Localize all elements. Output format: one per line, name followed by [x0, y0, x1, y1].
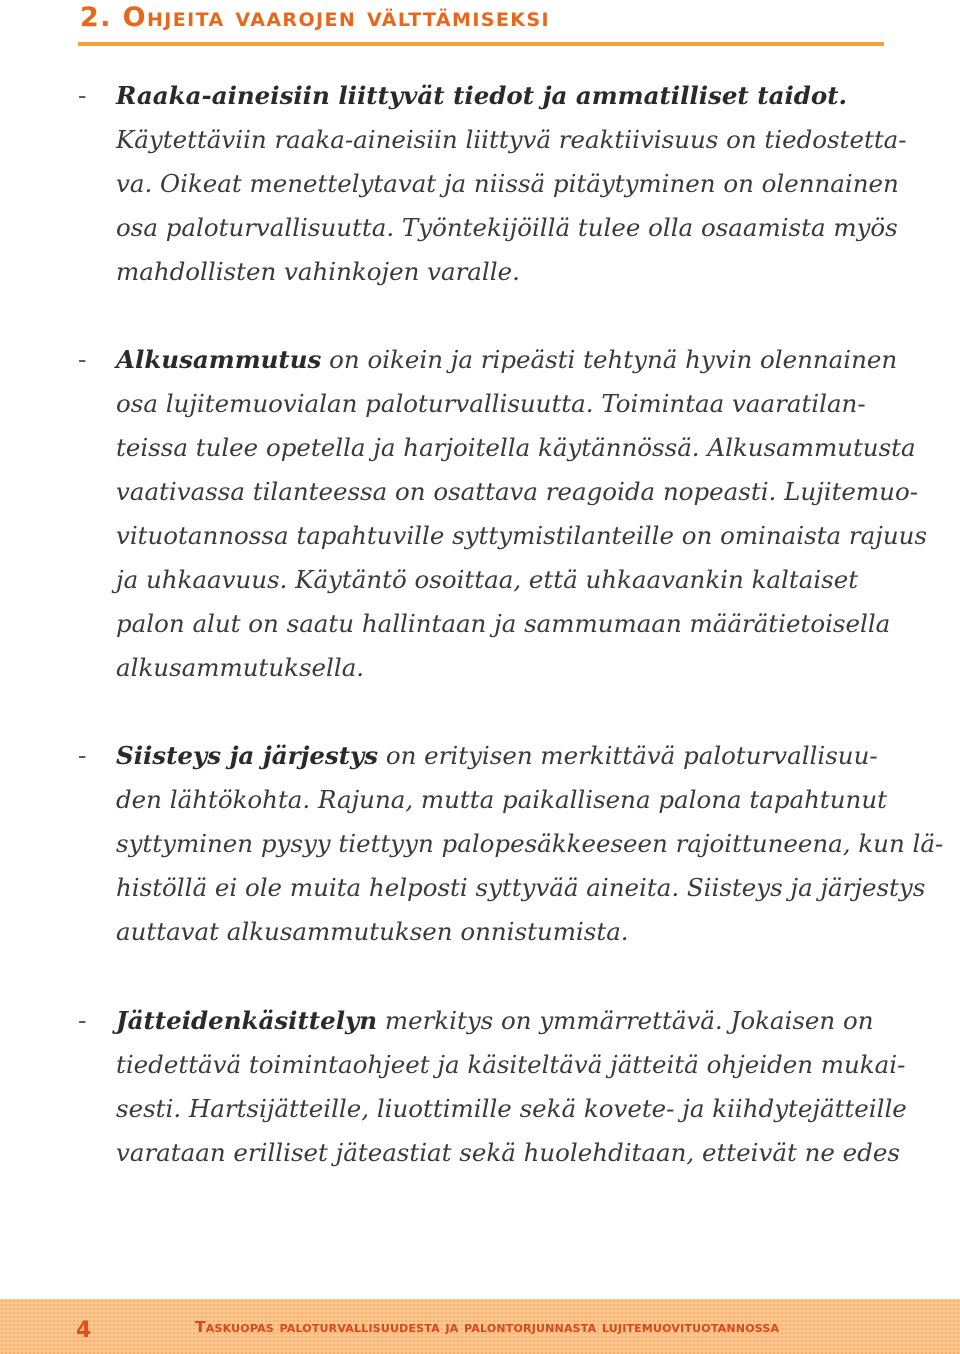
- list-dash: -: [78, 741, 87, 770]
- paragraph-line: vituotannossa tapahtuville syttymistilanteille on ominaista rajuus: [116, 521, 927, 550]
- paragraph-line: alkusammutuksella.: [116, 653, 365, 682]
- paragraph-line: palon alut on saatu hallintaan ja sammumaan määrätietoisella: [116, 609, 891, 638]
- paragraph-line: ja uhkaavuus. Käytäntö osoittaa, että uhkaavankin kaltaiset: [116, 565, 859, 594]
- title-divider: [78, 42, 884, 46]
- paragraph-line: mahdollisten vahinkojen varalle.: [116, 257, 520, 286]
- paragraph-line: syttyminen pysyy tiettyyn palopesäkkeeseen rajoittuneena, kun lä-: [116, 829, 944, 858]
- paragraph-line: histöllä ei ole muita helposti syttyvää aineita. Siisteys ja järjestys: [116, 873, 926, 902]
- bold-heading: Siisteys ja järjestys: [116, 741, 379, 770]
- list-dash: -: [78, 81, 87, 110]
- bold-heading: Jätteidenkäsittelyn: [116, 1006, 378, 1035]
- footer-title: Taskuopas paloturvallisuudesta ja palontorjunnasta lujitemuovituotannossa: [195, 1318, 780, 1336]
- paragraph-line: sesti. Hartsijätteille, liuottimille sekä kovete- ja kiihdytejätteille: [116, 1094, 907, 1123]
- paragraph-line: osa paloturvallisuutta. Työntekijöillä tulee olla osaamista myös: [116, 213, 898, 242]
- paragraph-line: [116, 74, 847, 118]
- paragraph-line: vaativassa tilanteessa on osattava reagoida nopeasti. Lujitemuo-: [116, 477, 918, 506]
- paragraph-line: Alkusammutus on oikein ja ripeästi tehtynä hyvin olennainen: [116, 345, 898, 374]
- paragraph-line: teissa tulee opetella ja harjoitella käytännössä. Alkusammutusta: [116, 433, 916, 462]
- list-dash: -: [78, 345, 87, 374]
- paragraph-line: Jätteidenkäsittelyn merkitys on ymmärrettävä. Jokaisen on: [116, 1006, 874, 1035]
- paragraph-line: auttavat alkusammutuksen onnistumista.: [116, 917, 629, 946]
- paragraph-line: varataan erilliset jäteastiat sekä huolehditaan, etteivät ne edes: [116, 1138, 900, 1167]
- paragraph-line: Käytettäviin raaka-aineisiin liittyvä reaktiivisuus on tiedostetta-: [116, 125, 907, 154]
- paragraph-line: tiedettävä toimintaohjeet ja käsiteltävä jätteitä ohjeiden mukai-: [116, 1050, 906, 1079]
- list-dash: -: [78, 1006, 87, 1035]
- paragraph-line: den lähtökohta. Rajuna, mutta paikallisena palona tapahtunut: [116, 785, 887, 814]
- section-title: 2. Ohjeita vaarojen välttämiseksi: [80, 2, 550, 33]
- paragraph-line: osa lujitemuovialan paloturvallisuutta. Toimintaa vaaratilan-: [116, 389, 866, 418]
- paragraph-line: va. Oikeat menettelytavat ja niissä pitäytyminen on olennainen: [116, 169, 899, 198]
- bold-heading: Alkusammutus: [116, 345, 322, 374]
- paragraph-line: Siisteys ja järjestys on erityisen merkittävä paloturvallisuu-: [116, 741, 878, 770]
- bold-heading: Raaka-aineisiin liittyvät tiedot ja ammatilliset taidot.: [116, 81, 848, 110]
- page-number: 4: [76, 1318, 92, 1343]
